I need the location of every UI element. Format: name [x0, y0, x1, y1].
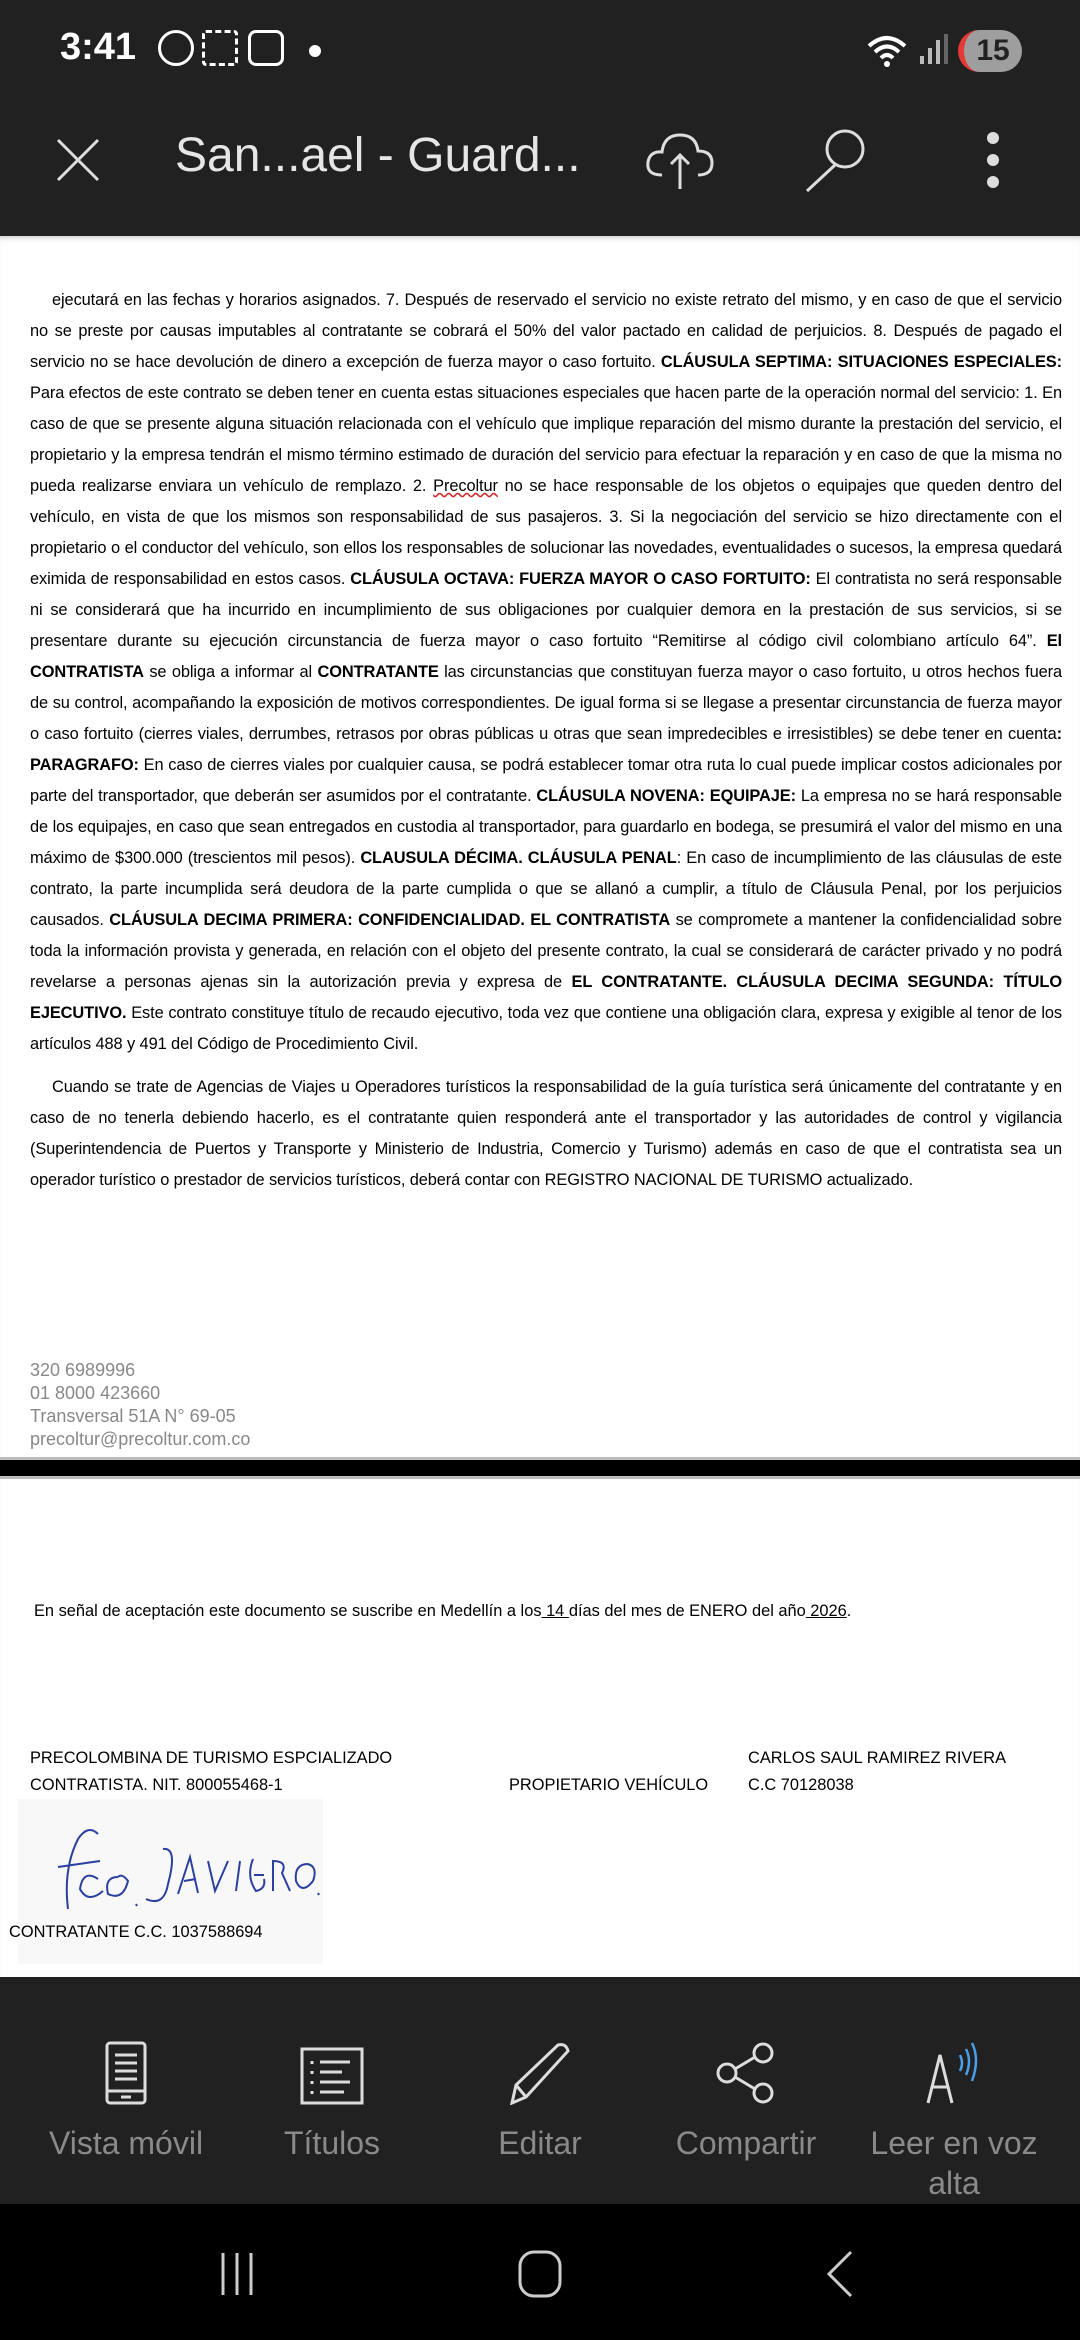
- contract-paragraph: [30, 1072, 1062, 1196]
- clause-heading: CLÁUSULA SEPTIMA: SITUACIONES ESPECIALES:: [660, 353, 1062, 371]
- contact-toll-free: 01 8000 423660: [30, 1382, 161, 1403]
- acceptance-suffix: .: [846, 1601, 852, 1620]
- system-navigation-bar: [0, 2204, 1080, 2340]
- whatsapp-icon: [158, 30, 194, 66]
- share-button[interactable]: [638, 2027, 854, 2163]
- recent-apps-icon: [217, 2251, 257, 2297]
- contract-paragraph: [30, 285, 1062, 1060]
- screenshot-icon: [202, 30, 238, 66]
- paragraph-text: : En caso de incumplimiento de las cláusulas de este contrato, la parte incumplida será deudora de la parte cumplida o que se allanó a cumplir, a título de Cláusula Penal, por los perjuicios causados.: [30, 849, 1062, 929]
- recent-apps-button[interactable]: [197, 2244, 277, 2304]
- clause-heading: : PARAGRAFO:: [30, 725, 1062, 774]
- page-separator: [0, 1457, 1080, 1479]
- headings-label: Títulos: [283, 2125, 381, 2161]
- paragraph-text: Cuando se trate de Agencias de Viajes u Operadores turísticos la responsabilidad de la guía turística será únicamente del contratante y en caso de no tenerla debiendo hacerlo, es el contratante quien responderá ante el transportador y las autoridades de control y vigilancia (Superintendencia de Puertos y Transporte y Ministerio de Industria, Comercio y Turismo) además en caso de que el contratista sea un operador turístico o prestador de servicios turísticos, deberá contar con REGISTRO NACIONAL DE TURISMO actualizado.: [30, 1078, 1062, 1189]
- copilot-icon: [248, 30, 284, 66]
- search-icon: [803, 127, 869, 193]
- battery-indicator: 15: [958, 30, 1022, 72]
- bottom-toolbar: [0, 1977, 1080, 2204]
- search-button[interactable]: [796, 120, 876, 200]
- signal-icon: [920, 34, 948, 64]
- mobile-view-button[interactable]: [18, 2027, 234, 2163]
- upload-cloud-button[interactable]: [640, 120, 720, 200]
- read-aloud-button[interactable]: [846, 2027, 1062, 2203]
- acceptance-middle: días del mes de ENERO del año: [568, 1601, 806, 1620]
- clause-heading: CLÁUSULA NOVENA: EQUIPAJE:: [536, 787, 796, 805]
- contratista-signature-block: [30, 1745, 392, 1799]
- contact-phone: 320 6989996: [30, 1359, 136, 1380]
- home-icon: [518, 2250, 562, 2298]
- more-vertical-icon: [983, 130, 1003, 190]
- cloud-upload-icon: [644, 129, 716, 191]
- company-contact-footer: [30, 1359, 1080, 1451]
- spacer: [0, 1623, 1080, 1745]
- headings-list-icon: [300, 2047, 364, 2105]
- paragraph-text: En caso de cierres viales por cualquier causa, se podrá establecer tomar otra ruta lo cual puede implicar costos adicionales por parte del transportador, que deberán ser asumidos por el contratante.: [30, 756, 1062, 805]
- headings-button[interactable]: [224, 2027, 440, 2163]
- edit-label: Editar: [498, 2125, 582, 2161]
- read-aloud-label: Leer en voz alta: [870, 2125, 1038, 2201]
- paragraph-text: se obliga a informar al: [143, 663, 318, 681]
- spacer: [0, 1479, 1080, 1599]
- clause-heading: CONTRATANTE: [317, 663, 439, 681]
- owner-cc: C.C 70128038: [748, 1775, 854, 1794]
- owner-name: CARLOS SAUL RAMIREZ RIVERA: [748, 1748, 1007, 1767]
- mobile-view-label: Vista móvil: [48, 2125, 204, 2161]
- close-button[interactable]: [38, 120, 118, 200]
- more-options-button[interactable]: [953, 120, 1033, 200]
- share-icon: [715, 2041, 777, 2105]
- paragraph-text: Precoltur: [433, 477, 498, 495]
- paragraph-text: las circunstancias que constituyan fuerza mayor o caso fortuito, u otros hechos fuera de su control, acompañando la exposición de motivos correspondientes. De igual forma si se llegase a presentar circunstancia de fuerza mayor o caso fortuito (cierres viales, derrumbes, retrasos por obras públicas u otras que sean impredecibles e irresistibles) se debe tener en cuenta: [30, 663, 1062, 743]
- share-label: Compartir: [675, 2125, 817, 2161]
- document-viewer[interactable]: [0, 236, 1080, 1977]
- back-button[interactable]: [800, 2244, 880, 2304]
- read-aloud-icon: [922, 2041, 986, 2105]
- app-bar: [0, 100, 1080, 236]
- paragraph-text: Este contrato constituye título de recaudo ejecutivo, toda vez que contiene una obligación clara, expresa y exigible al tenor de los artículos 488 y 491 del Código de Procedimiento Civil.: [30, 1004, 1062, 1053]
- spacer: [0, 1969, 1080, 1977]
- owner-label: PROPIETARIO VEHÍCULO: [509, 1775, 709, 1794]
- clause-heading: CLAUSULA DÉCIMA. CLÁUSULA PENAL: [360, 849, 677, 867]
- notification-dot-icon: [309, 45, 321, 57]
- acceptance-year: 2026: [805, 1601, 847, 1620]
- wifi-icon: [865, 32, 909, 80]
- paragraph-text: ejecutará en las fechas y horarios asignados. 7. Después de reservado el servicio no existe retrato del mismo, y en caso de que el servicio no se preste por causas imputables al contratante se cobrará el 50% del valor pactado en calidad de perjuicios. 8. Después de pagado el servicio no se hace devolución de dinero a excepción de fuerza mayor o caso fortuito.: [30, 291, 1062, 371]
- contact-address: Transversal 51A N° 69-05: [30, 1405, 236, 1426]
- home-button[interactable]: [500, 2244, 580, 2304]
- paragraph-text: no se hace responsable de los objetos o equipajes que queden dentro del vehículo, en vista de que los mismos son responsabilidad de sus pasajeros. 3. Si la negociación del servicio se hizo directamente con el propietario o el conductor del vehículo, son ellos los responsables de solucionar las novedades, eventualidades o sucesos, la empresa quedará eximida de responsabilidad en estos casos.: [30, 477, 1062, 588]
- contratante-id: CONTRATANTE C.C. 1037588694: [9, 1922, 263, 1941]
- acceptance-prefix: En señal de aceptación este documento se suscribe en Medellín a los: [34, 1601, 542, 1620]
- acceptance-statement: [34, 1599, 1080, 1623]
- clause-heading: EL CONTRATANTE. CLÁUSULA DECIMA SEGUNDA: TÍTULO EJECUTIVO.: [30, 973, 1062, 1022]
- contact-email: precoltur@precoltur.com.co: [30, 1428, 251, 1449]
- document-title: San...ael - Guard...: [175, 129, 581, 182]
- signature-row: [0, 1745, 1080, 1799]
- company-name: PRECOLOMBINA DE TURISMO ESPCIALIZADO: [30, 1748, 393, 1767]
- mobile-view-icon: [105, 2041, 147, 2105]
- edit-button[interactable]: [432, 2027, 648, 2163]
- status-time: 3:41: [60, 26, 137, 68]
- close-icon: [55, 137, 101, 183]
- pencil-icon: [508, 2041, 572, 2105]
- back-icon: [825, 2250, 855, 2298]
- spacer: [0, 1196, 1080, 1359]
- owner-signature-block: [748, 1745, 1006, 1799]
- paragraph-text: Para efectos de este contrato se deben tener en cuenta estas situaciones especiales que hacen parte de la operación normal del servicio: 1. En caso de que se presente alguna situación relacionada con el vehículo que implique reparación del mismo durante la prestación del servicio, el propietario y la empresa tendrán el mismo término estimado de duración del servicio para efectuar la reparación y en caso de que la misma no pueda realizarse enviara un vehículo de remplazo. 2.: [30, 384, 1062, 495]
- clause-heading: CLÁUSULA DECIMA PRIMERA: CONFIDENCIALIDAD. EL CONTRATISTA: [109, 911, 671, 929]
- paragraph-text: El contratista no será responsable ni se considerará que ha incurrido en incumplimiento de sus obligaciones por cualquier demora en la prestación de sus servicios, si se presentare durante su ejecución circunstancia de fuerza mayor o caso fortuito “Remitirse al código civil colombiano artículo 64”.: [30, 570, 1063, 650]
- clause-heading: El CONTRATISTA: [30, 632, 1062, 681]
- status-bar: [0, 0, 1080, 100]
- company-nit: CONTRATISTA. NIT. 800055468-1: [30, 1775, 283, 1794]
- paragraph-text: se compromete a mantener la confidencialidad sobre toda la información provista y generada, en relación con el objeto del presente contrato, la cual se considerará de carácter privado y no podrá revelarse a personas ajenas sin la autorización previa y expresa de: [30, 911, 1062, 991]
- acceptance-day: 14: [541, 1601, 569, 1620]
- paragraph-text: La empresa no se hará responsable de los equipajes, en caso que sean entregados en custodia al transportador, para guardarlo en bodega, se presumirá el valor del mismo en una máximo de $300.000 (trescientos mil pesos).: [30, 787, 1062, 867]
- signature-area: [0, 1799, 1080, 1969]
- clause-heading: CLÁUSULA OCTAVA: FUERZA MAYOR O CASO FORTUITO:: [350, 570, 811, 588]
